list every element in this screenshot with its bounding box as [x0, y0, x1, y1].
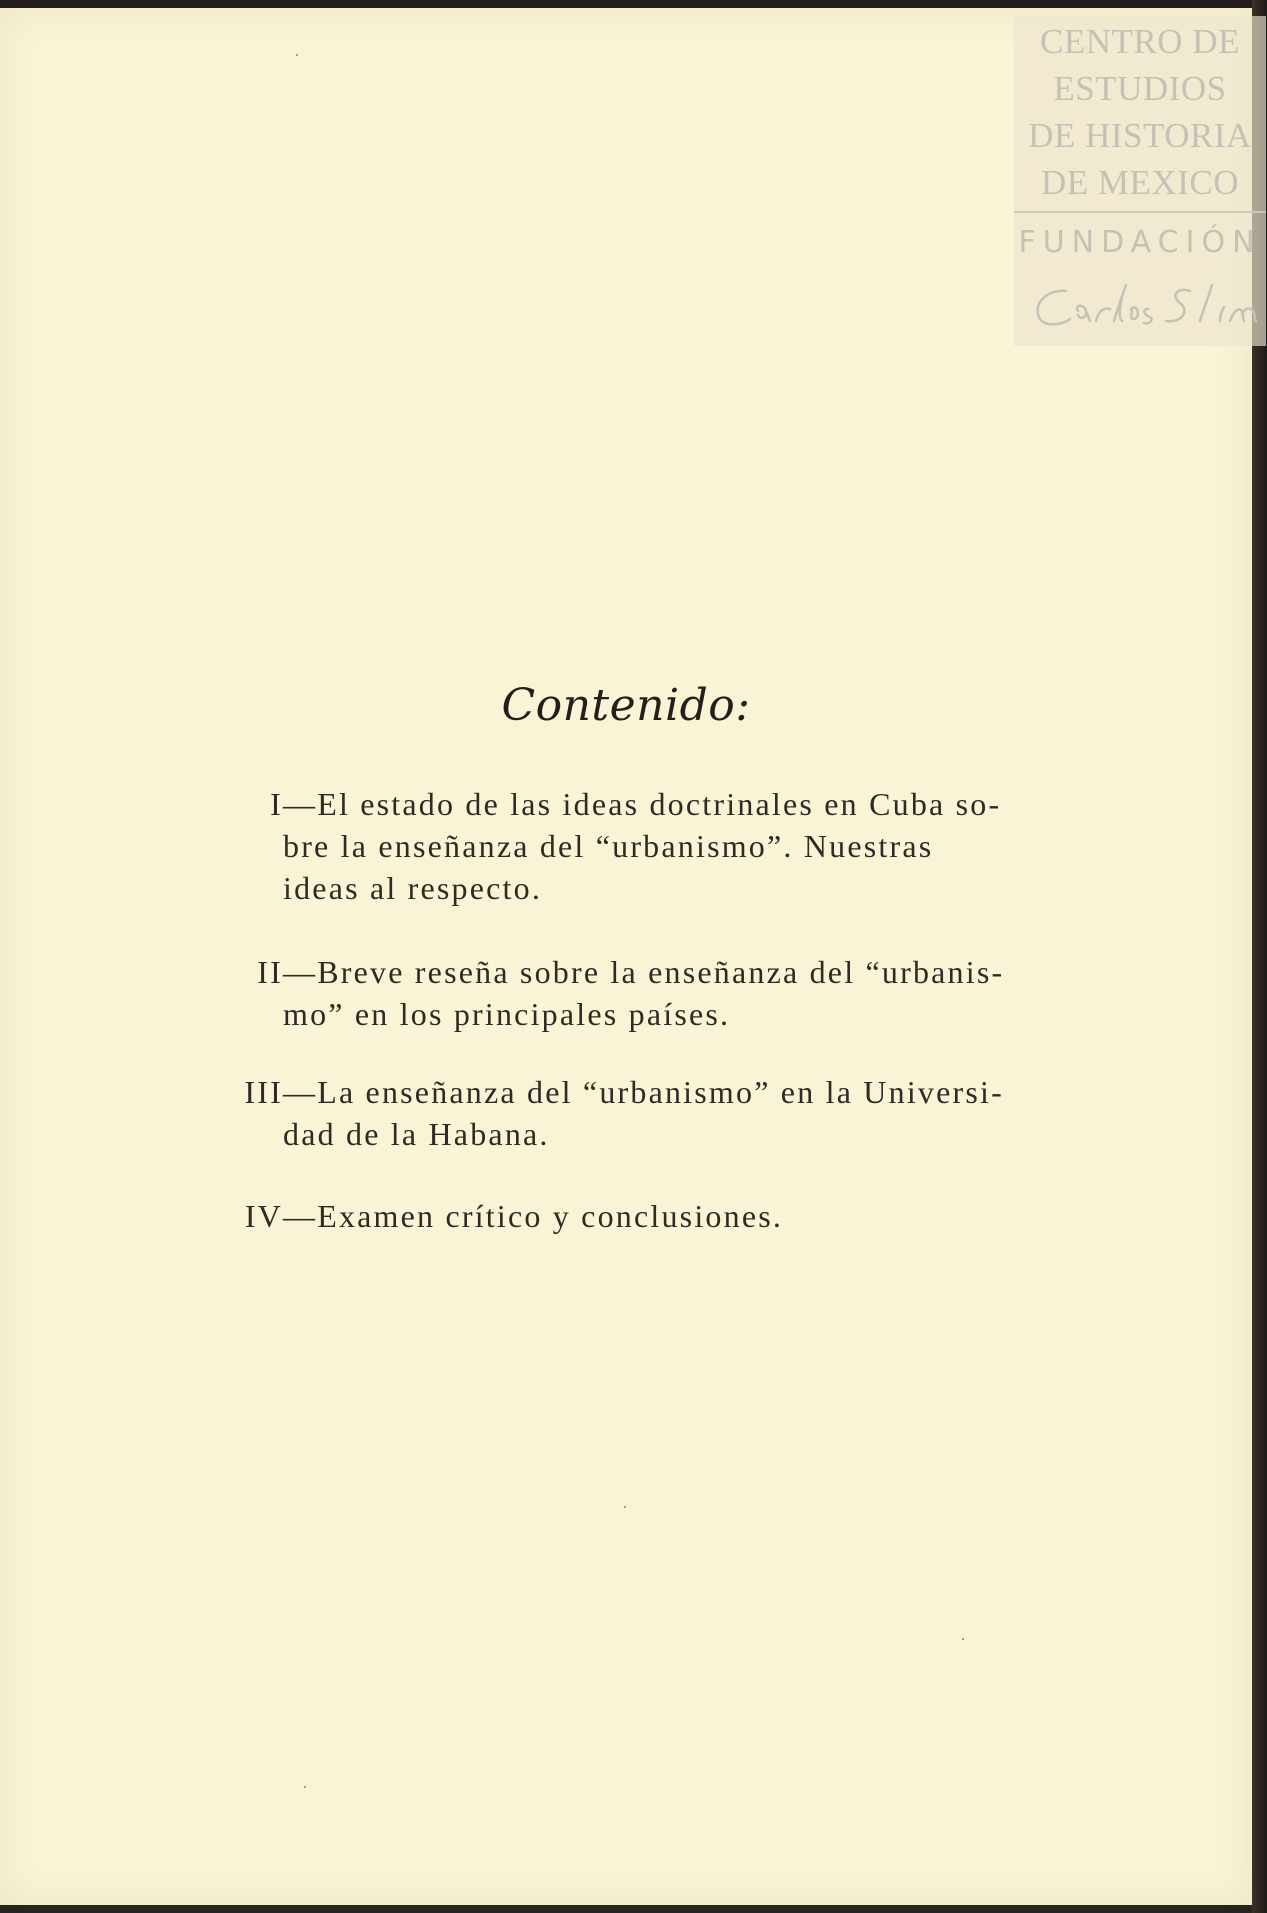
toc-entry-4-line-1: —Examen crítico y conclusiones. [283, 1198, 784, 1234]
table-of-contents [0, 8, 1252, 1905]
watermark-foundation: FUNDACIÓN [1018, 225, 1262, 260]
watermark-line-2: ESTUDIOS [1053, 69, 1227, 108]
toc-entry-2-line-1: —Breve reseña sobre la enseñanza del “urbanis- [283, 954, 1005, 990]
toc-numeral-3: III [244, 1074, 283, 1110]
paper-speck [624, 1506, 626, 1508]
toc-numeral-2: II [257, 954, 283, 990]
watermark-line-4: DE MEXICO [1041, 163, 1239, 202]
toc-numeral-1: I [270, 786, 283, 822]
document-page [0, 8, 1262, 1905]
toc-entry-3-line-2: dad de la Habana. [283, 1116, 550, 1152]
toc-entry-1-line-3: ideas al respecto. [283, 870, 543, 906]
paper-speck [962, 1638, 964, 1640]
page-title: Contenido: [501, 680, 751, 731]
toc-entry-3-line-1: —La enseñanza del “urbanismo” en la Universi- [283, 1074, 1004, 1110]
toc-entry-1-line-2: bre la enseñanza del “urbanismo”. Nuestras [283, 828, 934, 864]
paper-speck [296, 54, 298, 56]
toc-entry-2-line-2: mo” en los principales países. [283, 996, 731, 1032]
watermark-line-3: DE HISTORIA [1028, 116, 1252, 155]
scan-top-edge [0, 0, 1267, 8]
paper-speck [304, 1786, 306, 1788]
toc-numeral-4: IV [244, 1198, 283, 1234]
watermark-line-1: CENTRO DE [1040, 22, 1240, 61]
toc-entry-1-line-1: —El estado de las ideas doctrinales en Cuba so- [283, 786, 1002, 822]
